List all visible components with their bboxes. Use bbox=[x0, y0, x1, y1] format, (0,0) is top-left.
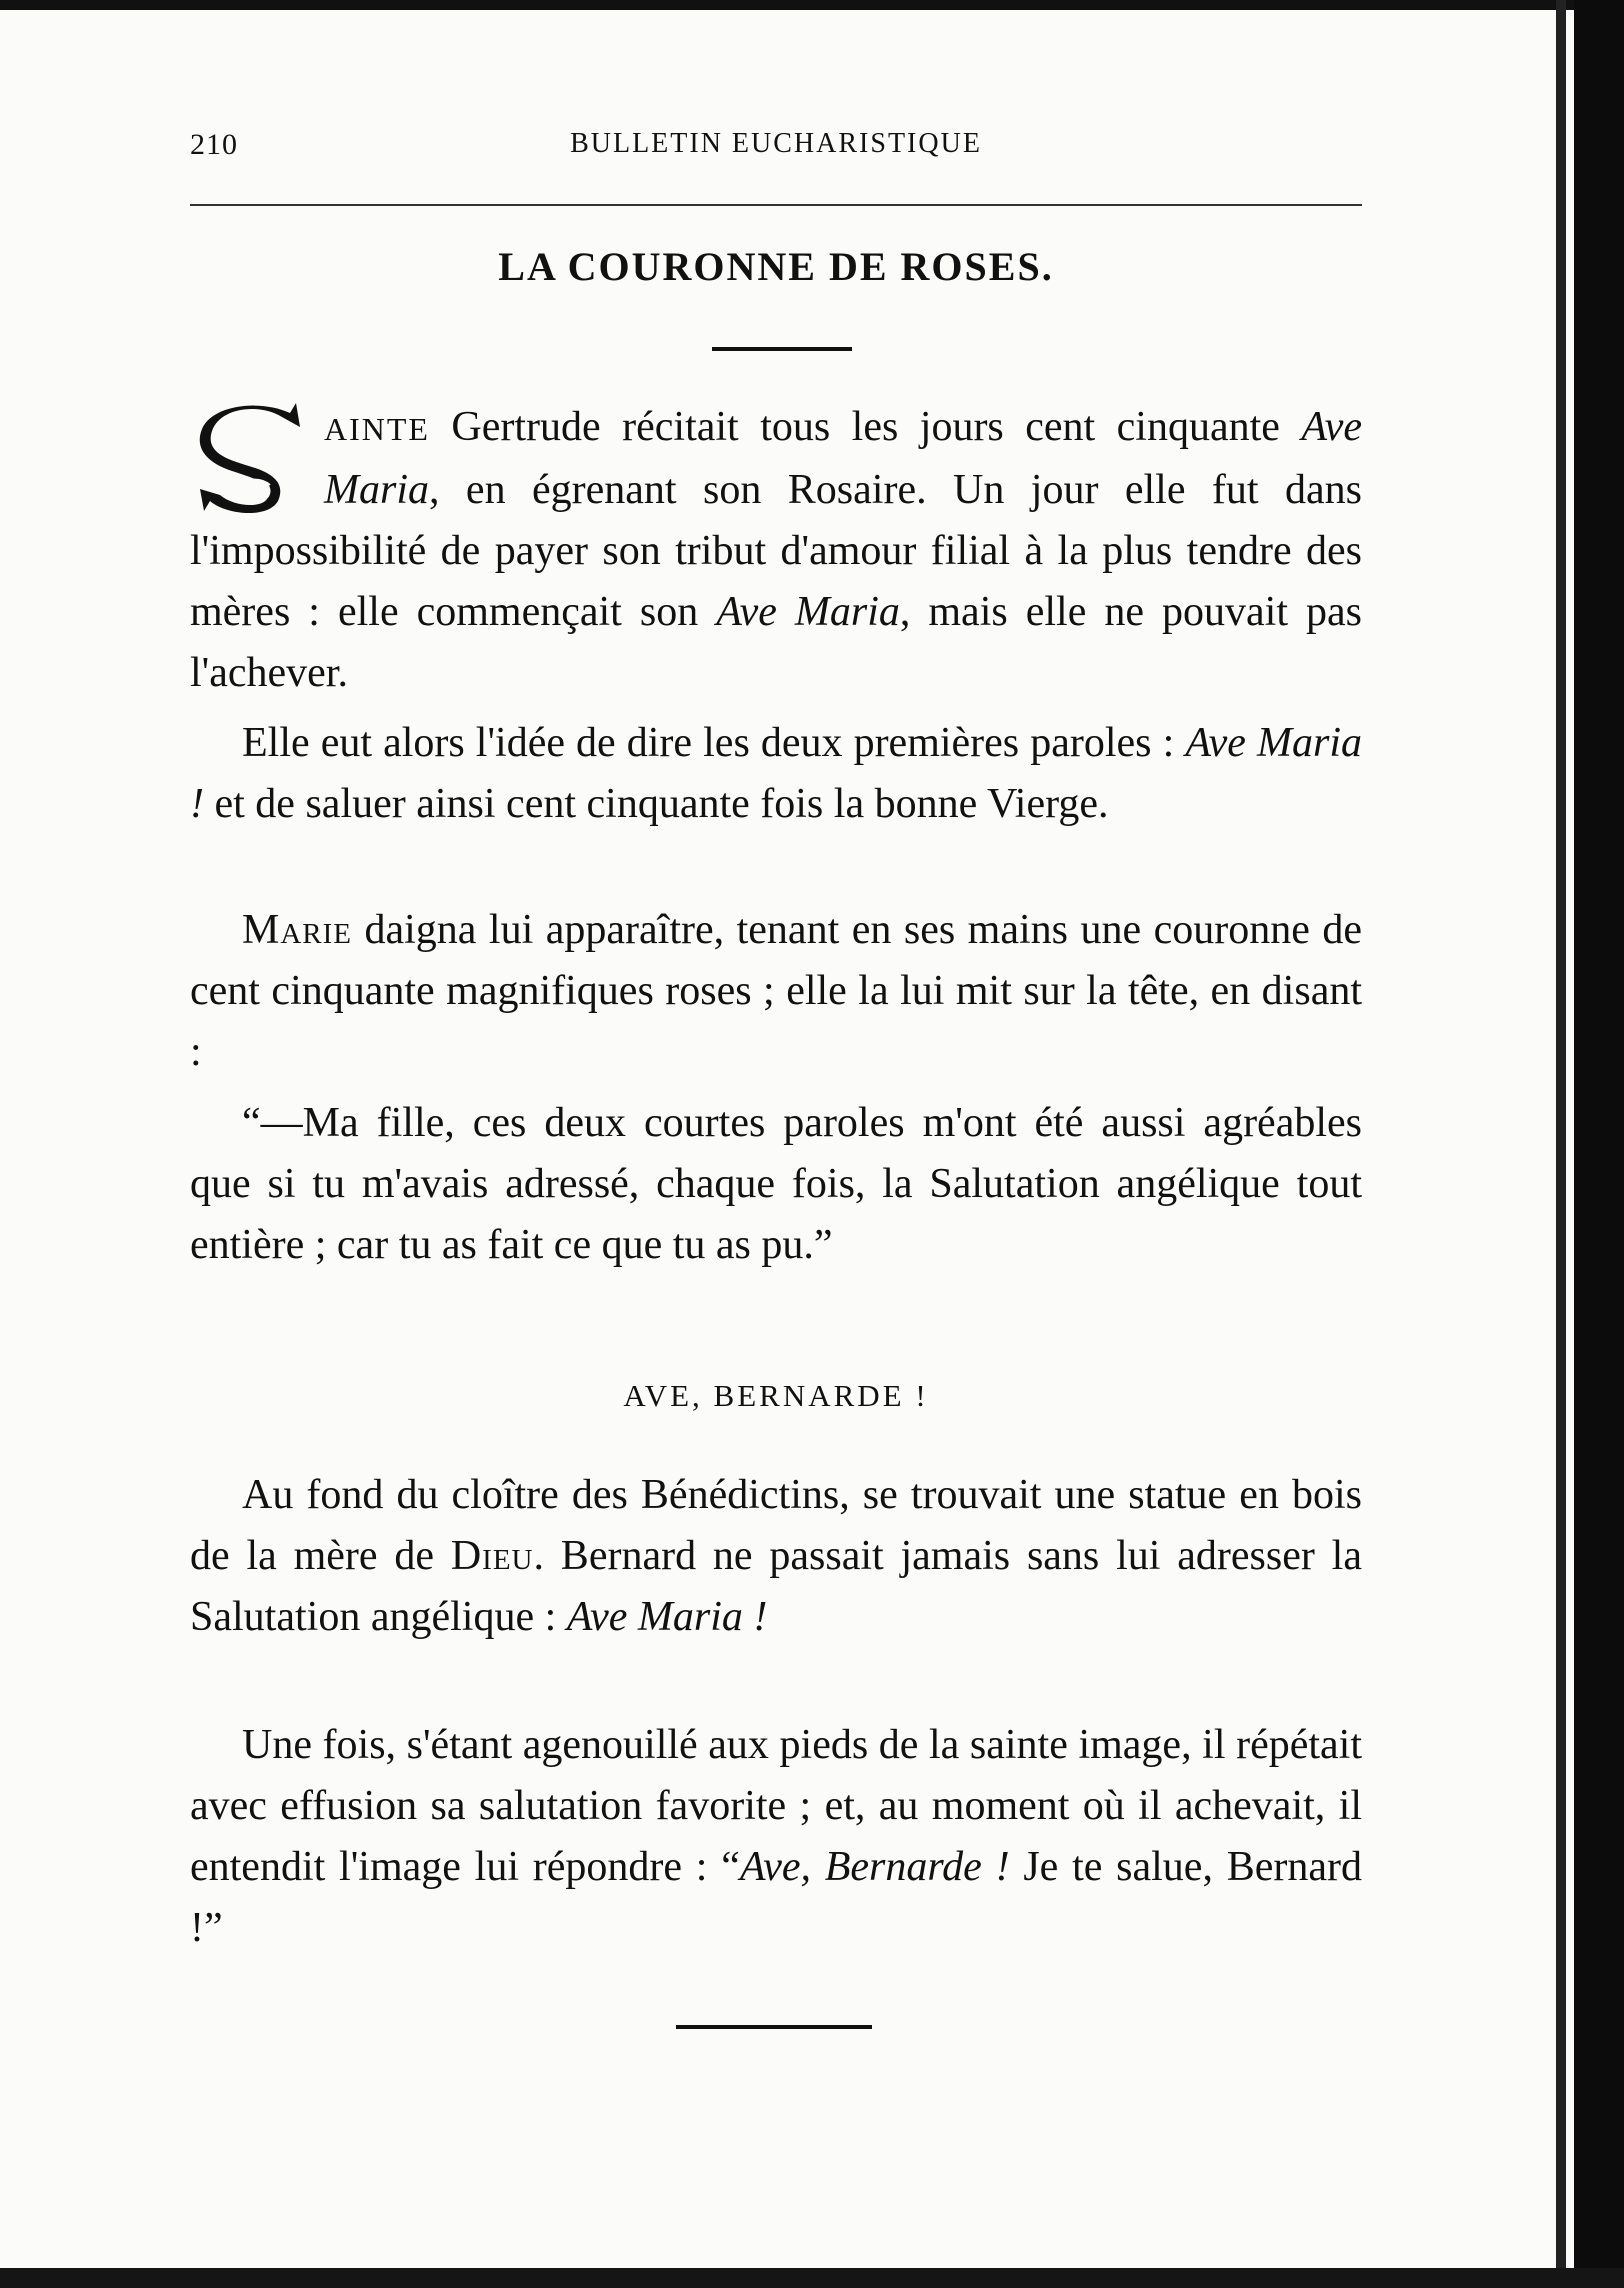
p6-text-1: Une fois, s'étant agenouillé aux pieds de la sainte image, il répétait avec effusion sa salutation favorite ; et, au moment où il achevait, il entendit l'image lui répondre : “ bbox=[190, 1722, 1362, 1890]
section-heading: AVE, BERNARDE ! bbox=[623, 1378, 929, 1413]
scan-edge-right bbox=[1574, 0, 1624, 2288]
p6-text-2: Je te salue, Bernard !” bbox=[190, 1844, 1362, 1951]
p3-smallcaps: Marie bbox=[242, 907, 353, 953]
header-rule bbox=[190, 204, 1362, 206]
dropcap bbox=[190, 403, 312, 521]
p3-text-1: daigna lui apparaître, tenant en ses mains une couronne de cent cinquante magnifiques roses ; elle la lui mit sur la tête, en disant : bbox=[190, 907, 1362, 1075]
ornamental-dropcap-icon bbox=[190, 403, 312, 521]
paragraph-4-quote bbox=[190, 1093, 1362, 1276]
paragraph-3 bbox=[190, 900, 1362, 1083]
p5-italic-1: Ave Maria ! bbox=[566, 1594, 768, 1640]
lead-word: AINTE bbox=[324, 411, 430, 447]
p6-italic-1: Ave, Bernarde ! bbox=[739, 1844, 1010, 1890]
scan-edge-top bbox=[0, 0, 1624, 10]
p5-smallcaps: Dieu bbox=[450, 1533, 534, 1579]
running-head: BULLETIN EUCHARISTIQUE bbox=[570, 128, 982, 159]
title-rule bbox=[712, 347, 852, 351]
paragraph-2 bbox=[190, 713, 1362, 835]
p1-text-3: , mais elle ne pouvait pas l'achever. bbox=[190, 589, 1362, 696]
article-title: LA COURONNE DE ROSES. bbox=[498, 244, 1054, 289]
p5-text-2: . Bernard ne passait jamais sans lui adresser la Salutation angélique : bbox=[190, 1533, 1362, 1640]
scan-edge-bottom bbox=[0, 2268, 1624, 2288]
p1-text-2: , en égrenant son Rosaire. Un jour elle fut dans l'impossibilité de payer son tribut d'amour filial à la plus tendre des mères : elle commençait son bbox=[190, 467, 1362, 635]
p2-text-1: Elle eut alors l'idée de dire les deux premières paroles : bbox=[242, 720, 1186, 766]
end-rule bbox=[676, 2025, 872, 2029]
page-header bbox=[190, 128, 1362, 168]
p5-text-1: Au fond du cloître des Bénédictins, se trouvait une statue en bois de la mère de bbox=[190, 1472, 1362, 1579]
p4-text-1: “—Ma fille, ces deux courtes paroles m'ont été aussi agréables que si tu m'avais adressé, chaque fois, la Salutation angélique tout entière ; car tu as fait ce que tu as pu.” bbox=[190, 1100, 1362, 1268]
page-number: 210 bbox=[190, 128, 238, 161]
paragraph-5 bbox=[190, 1465, 1362, 1648]
paragraph-1 bbox=[190, 397, 1362, 704]
p1-text-1: Gertrude récitait tous les jours cent cinquante bbox=[429, 404, 1302, 450]
p1-italic-1: Ave Maria bbox=[324, 404, 1362, 513]
paragraph-6 bbox=[190, 1715, 1362, 1959]
p2-italic-1: Ave Maria ! bbox=[190, 720, 1363, 827]
p1-italic-2: Ave Maria bbox=[716, 589, 900, 635]
scan-edge-right-inner bbox=[1556, 0, 1566, 2288]
p2-text-2: et de saluer ainsi cent cinquante fois la bonne Vierge. bbox=[204, 781, 1109, 827]
